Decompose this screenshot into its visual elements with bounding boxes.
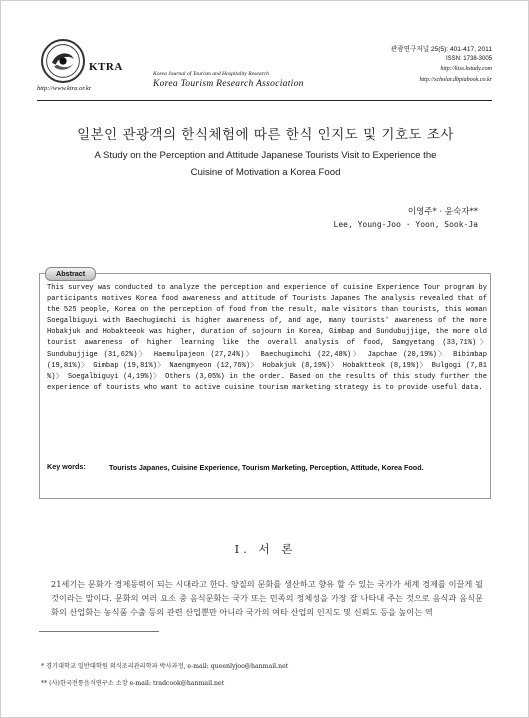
ktra-logo-icon (41, 39, 85, 83)
abstract-text: This survey was conducted to analyze the perception and experience of cuisine Experience Tour program by participants motives Korea food awareness and attitude of Tourists Japanes The analysis revealed that of the 525 people, Korea on the perception of food from the result, male visitors than tourists, this woman Soegalbiguyi with Baechugimchi is higher awareness of, and age, many tourists' awareness of the more Hobakjuk and Hobakteeok was higher, duration of sojourn in Korea, Gimbap and Sundubujjige, the more old tourist awareness of higher learning like the overall analysis of food, Samgyetang (33,71%)〉 Sundubujjige (31,62%)〉 Haemulpajeon (27,24%)〉 Baechugimchi (22,48%)〉 Japchae (20,19%)〉 Bibimbap (19,81%)〉 Gimbap (19,81%)〉 Naengmyeon (12,76%)〉 Hobakjuk (8,19%)〉 Hobaktteok (8,19%)〉 Bulgogi (7,81 %)〉 Soegalbiguyi (4,19%)〉 Others (3,05%) in the order. Based on the results of this study further the experience of tourists who want to active cuisine tourism marketing strategy is to provide useful data. (47, 284, 487, 392)
keywords-label: Key words: (47, 462, 86, 471)
authors-en: Lee, Young-Joo · Yoon, Sook-Ja (333, 220, 478, 229)
keywords-text: Tourists Japanes, Cuisine Experience, Tourism Marketing, Perception, Attitude, Korea Food. (109, 463, 424, 472)
abstract-label: Abstract (45, 267, 96, 281)
citation-info: 관광연구저널 25(5): 401-417, 2011 (390, 46, 492, 53)
ktra-logo-text: KTRA (89, 61, 123, 73)
paper-title-ko: 일본인 관광객의 한식체험에 따른 한식 인지도 및 기호도 조사 (77, 127, 454, 143)
intro-body-text: 21세기는 문화가 경제동력이 되는 시대라고 한다. 양질의 문화를 생산하고 향유 할 수 있는 국가가 세계 경제를 이끌게 될 것이라는 말이다. 문화의 여러 요소 중 음식문화는 국가 또는 민족의 정체성을 가장 잘 나타내 주는 것으로 음식과 음식문화의 산업화는 농식품 수출 등의 관련 산업뿐만 아니라 국가의 여타 산업의 인지도 및 신뢰도 등을 높이는 역 (51, 579, 483, 617)
title-en-line-2: Cuisine of Motivation a Korea Food (190, 167, 341, 178)
section-heading-introduction: Ⅰ. 서 론 (234, 542, 297, 556)
footnote-divider (39, 631, 159, 632)
journal-name-en: Korea Journal of Tourism and Hospitality Research (153, 71, 269, 77)
footnote-1: * 경기대학교 일반대학원 외식조리관리학과 박사과정, e-mail: queenlyjoo@hanmail.net (41, 663, 289, 670)
header-divider (37, 100, 492, 101)
association-name: Korea Tourism Research Association (153, 79, 304, 89)
issn: ISSN: 1738-3005 (445, 56, 492, 62)
footnote-2: ** (사)한국전통음식연구소 소장 e-mail: tradcook@hanmail.net (41, 680, 225, 687)
authors-ko: 이영주* · 윤숙자** (407, 207, 478, 217)
url-dbpia[interactable]: http://scholar.dbpiabook.co.kr (419, 77, 492, 83)
title-en-line-1: A Study on the Perception and Attitude Japanese Tourists Visit to Experience the (94, 150, 437, 161)
url-kiss[interactable]: http://kiss.kstudy.com (440, 66, 492, 72)
ktra-site-url[interactable]: http://www.ktra.or.kr (37, 85, 92, 92)
paper-title-en (31, 147, 500, 181)
